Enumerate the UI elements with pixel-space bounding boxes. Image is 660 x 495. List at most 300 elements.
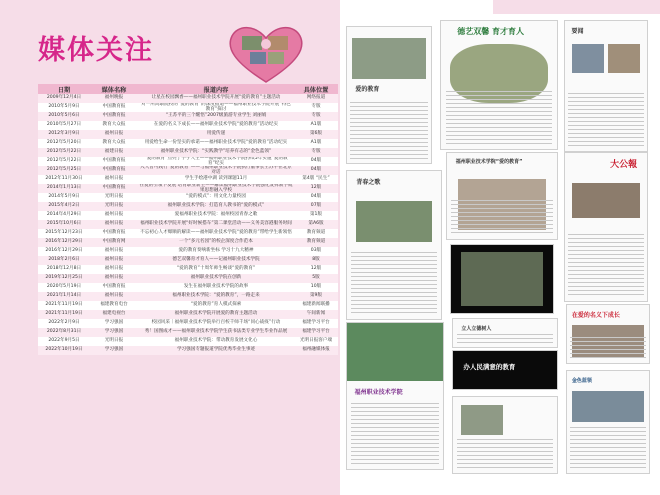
header-media: 媒体名称: [90, 84, 138, 94]
text-line: [568, 234, 643, 235]
text-line: [446, 115, 553, 116]
clipping-5: [564, 152, 648, 302]
clipping-10-headline: 办人民满意的教育: [463, 362, 516, 371]
cell-position: 第4版 “民生”: [294, 175, 338, 184]
cell-content: 福州职业技术学院：“爱的教育”，一路走来: [138, 292, 294, 301]
cell-date: 2014年5月9日: [38, 193, 90, 202]
table-row: [38, 148, 338, 157]
text-line: [350, 130, 427, 131]
cell-content: 福州职业技术学院：打造育人教书的“爱的模式”: [138, 202, 294, 211]
text-line: [570, 427, 645, 428]
text-line: [457, 451, 553, 452]
cell-position: 教育频道: [294, 229, 338, 238]
text-line: [568, 117, 643, 118]
table-row: [38, 184, 338, 193]
clipping-dark-1: [450, 244, 554, 314]
text-line: [570, 337, 645, 338]
table-row: [38, 292, 338, 301]
table-row: [38, 103, 338, 112]
cell-media: 中国教育报: [90, 166, 138, 175]
text-line: [568, 101, 643, 102]
text-line: [568, 254, 643, 255]
cell-position: 第A6版: [294, 220, 338, 229]
text-line: [568, 286, 643, 287]
text-line: [351, 455, 439, 456]
text-line: [451, 232, 552, 233]
table-row: [38, 256, 338, 265]
text-line: [568, 290, 643, 291]
text-line: [568, 113, 643, 114]
text-line: [351, 431, 439, 432]
cell-media: 中国教育报: [90, 283, 138, 292]
text-line: [570, 357, 645, 358]
text-line: [568, 294, 643, 295]
text-line: [568, 278, 643, 279]
cell-content: 用爱给生命一份坚实的承诺——福州职业技术学院“爱的教育”活动纪实: [138, 139, 294, 148]
table-row: [38, 202, 338, 211]
text-line: [457, 459, 553, 460]
text-line: [451, 228, 552, 229]
text-line: [446, 95, 553, 96]
cell-date: 2009年12月4日: [38, 94, 90, 103]
text-line: [351, 288, 437, 289]
text-line: [568, 262, 643, 263]
table-row: [38, 220, 338, 229]
cell-content: 秀！国图成才——福州职业技术学院学生获书法类专业学生毕业作品展: [138, 328, 294, 337]
cell-date: 2015年10月6日: [38, 220, 90, 229]
text-line: [350, 110, 427, 111]
table-row: [38, 121, 338, 130]
text-line: [350, 150, 427, 151]
text-line: [350, 158, 427, 159]
cell-media: 福州日报: [90, 220, 138, 229]
text-line: [570, 345, 645, 346]
clipping-1: [346, 26, 432, 164]
header-content: 报道内容: [138, 84, 294, 94]
cell-position: 专版: [294, 148, 338, 157]
cell-position: 第1版: [294, 211, 338, 220]
text-line: [350, 106, 427, 107]
text-line: [570, 447, 645, 448]
cell-content: “爱的教育”点亮了学子人生——福州职业技术学院持续5年实施“爱的教育”纪实: [138, 157, 294, 166]
text-line: [351, 435, 439, 436]
table-row: [38, 166, 338, 175]
text-line: [568, 129, 643, 130]
cell-media: 福州日报: [90, 130, 138, 139]
cell-media: 福建日报: [90, 148, 138, 157]
text-line: [351, 260, 437, 261]
text-line: [446, 127, 553, 128]
cell-date: 2014年1月13日: [38, 184, 90, 193]
text-line: [457, 455, 553, 456]
clipping-9: [452, 318, 558, 348]
cell-content: “爱的教育”十周年师生畅谈“爱的教育”: [138, 265, 294, 274]
cell-date: 2019年12月25日: [38, 274, 90, 283]
text-line: [351, 443, 439, 444]
text-line: [351, 419, 439, 420]
table-row: [38, 247, 338, 256]
cell-media: 中国教育报: [90, 157, 138, 166]
cell-date: 2014年4月29日: [38, 211, 90, 220]
cell-media: 福州日报: [90, 175, 138, 184]
table-row: [38, 139, 338, 148]
cell-content: “爱的模式”：用文化力量校园: [138, 193, 294, 202]
clipping-1-headline: 爱的教育: [355, 86, 380, 94]
cell-media: 中国教育网: [90, 238, 138, 247]
text-line: [350, 146, 427, 147]
text-line: [351, 276, 437, 277]
table-row: [38, 94, 338, 103]
cell-position: 04版: [294, 193, 338, 202]
text-line: [446, 123, 553, 124]
text-line: [350, 154, 427, 155]
cell-date: 2015年12月23日: [38, 229, 90, 238]
cell-date: 2021年11月19日: [38, 301, 90, 310]
cell-position: 07版: [294, 202, 338, 211]
text-line: [570, 451, 645, 452]
clipping-11-headline: 金色蓝领: [571, 378, 592, 385]
cell-position: 12版: [294, 265, 338, 274]
text-line: [568, 121, 643, 122]
cell-content: 用爱传递: [138, 130, 294, 139]
table-row: [38, 211, 338, 220]
text-line: [457, 463, 553, 464]
text-line: [351, 280, 437, 281]
text-line: [351, 439, 439, 440]
cell-content: 爱福州职业技术学院：福州校园青春之歌: [138, 211, 294, 220]
clipping-12: [452, 396, 558, 474]
clipping-3: [564, 20, 648, 152]
cell-content: “爱的教育”育人模式探索: [138, 301, 294, 310]
text-line: [568, 238, 643, 239]
cell-content: “王苏平的三个醒悟”2007级旅游专业学生 刘丽娟: [138, 112, 294, 121]
text-line: [351, 463, 439, 464]
table-row: [38, 319, 338, 328]
cell-date: 2022年9月5日: [38, 337, 90, 346]
text-line: [568, 246, 643, 247]
cell-media: 光明日报: [90, 193, 138, 202]
text-line: [570, 435, 645, 436]
clipping-3-headline: 要闻: [571, 28, 584, 36]
cell-date: 2015年4月2日: [38, 202, 90, 211]
cell-media: 福建教育电台: [90, 301, 138, 310]
cell-media: 福州日报: [90, 274, 138, 283]
cell-position: 网络报道: [294, 94, 338, 103]
text-line: [350, 102, 427, 103]
table-row: [38, 274, 338, 283]
cell-media: 福州日报: [90, 256, 138, 265]
cell-media: 中国教育报: [90, 112, 138, 121]
cell-media: 学习强国: [90, 346, 138, 355]
cell-date: 2021年1月14日: [38, 292, 90, 301]
text-line: [351, 427, 439, 428]
text-line: [451, 204, 552, 205]
cell-date: 2012年5月25日: [38, 166, 90, 175]
table-row: [38, 175, 338, 184]
cell-date: 2010年5月27日: [38, 121, 90, 130]
cell-position: A1版: [294, 121, 338, 130]
cell-media: 光明日报: [90, 337, 138, 346]
text-line: [451, 200, 552, 201]
text-line: [351, 300, 437, 301]
cell-position: 专版: [294, 112, 338, 121]
text-line: [446, 135, 553, 136]
clipping-5-headline: 大公報: [610, 160, 638, 171]
header-date: 日期: [38, 84, 90, 94]
cell-date: 2016年12月29日: [38, 247, 90, 256]
clipping-4: [446, 152, 558, 240]
cell-position: 04版: [294, 157, 338, 166]
cell-position: 10版: [294, 283, 338, 292]
text-line: [351, 252, 437, 253]
cell-media: 光明日报: [90, 202, 138, 211]
clipping-dark-2: [452, 350, 558, 390]
cell-position: 福建学习平台: [294, 319, 338, 328]
text-line: [570, 431, 645, 432]
cell-media: 中国教育报: [90, 103, 138, 112]
table-row: [38, 157, 338, 166]
text-line: [446, 139, 553, 140]
cell-content: 在爱的名义下成长——福州职业技术学院“爱的教育”活动纪实: [138, 121, 294, 130]
cell-position: 第9版: [294, 292, 338, 301]
text-line: [570, 459, 645, 460]
cell-position: 5版: [294, 274, 338, 283]
cell-position: A1版: [294, 139, 338, 148]
text-line: [457, 467, 553, 468]
text-line: [570, 439, 645, 440]
table-row: [38, 229, 338, 238]
cell-date: 2012年5月22日: [38, 157, 90, 166]
cell-position: 12版: [294, 184, 338, 193]
cell-content: 对一所高职院校的“爱的教育”的深度报道——福州职业技术学院开展“特色教育”探讨: [138, 103, 294, 112]
text-line: [446, 131, 553, 132]
table-row: [38, 328, 338, 337]
text-line: [457, 443, 553, 444]
clipping-6-headline: 青春之歌: [356, 178, 381, 186]
cell-media: 中国教育报: [90, 184, 138, 193]
text-line: [350, 126, 427, 127]
text-line: [570, 455, 645, 456]
text-line: [568, 105, 643, 106]
cell-position: 光明日报客户端: [294, 337, 338, 346]
text-line: [568, 242, 643, 243]
text-line: [351, 447, 439, 448]
cell-content: 发生在福州职业技术学院的故事: [138, 283, 294, 292]
text-line: [351, 411, 439, 412]
text-line: [351, 415, 439, 416]
text-line: [351, 256, 437, 257]
cell-content: 学生手绘港中湖 读到课题11月: [138, 175, 294, 184]
cell-content: 不忘初心人才爆顺的解读——福州职业技术学院“爱的教育”带给学生新领悟: [138, 229, 294, 238]
cell-date: 2022年10月19日: [38, 346, 90, 355]
text-line: [451, 224, 552, 225]
cell-position: 03版: [294, 247, 338, 256]
text-line: [350, 118, 427, 119]
cell-position: 专版: [294, 103, 338, 112]
text-line: [568, 109, 643, 110]
table-row: [38, 265, 338, 274]
table-row: [38, 337, 338, 346]
text-line: [446, 91, 553, 92]
cell-content: 校园风采｜福州职业技术学院举行百校千师千场“同心战疫”行动: [138, 319, 294, 328]
table-header-row: [38, 84, 338, 94]
cell-position: 教育频道: [294, 238, 338, 247]
text-line: [457, 342, 553, 343]
cell-position: 福建新闻联播: [294, 301, 338, 310]
cell-content: 爱的教育奏响新坐标 学习十九大精神: [138, 247, 294, 256]
text-line: [568, 125, 643, 126]
text-line: [446, 119, 553, 120]
cell-date: 2021年11月19日: [38, 310, 90, 319]
cell-content: 福州职业技术学院在创新: [138, 274, 294, 283]
table-row: [38, 238, 338, 247]
text-line: [351, 451, 439, 452]
text-line: [351, 423, 439, 424]
clipping-7: [346, 322, 444, 470]
text-line: [570, 463, 645, 464]
text-line: [446, 103, 553, 104]
text-line: [351, 284, 437, 285]
table-row: [38, 193, 338, 202]
text-line: [451, 220, 552, 221]
cell-content: 福州职业技术学院开展“好时候搭车”第二课堂活动——义务美容港服务时间: [138, 220, 294, 229]
table-row: [38, 283, 338, 292]
cell-content: 一个“多元名园”的校企深度合作范本: [138, 238, 294, 247]
media-table: [38, 84, 338, 355]
clipping-7-headline: 福州职业技术学院: [354, 389, 403, 397]
cell-content: 入人皆可践行“爱的教育”——与福州职业技术学院执行董事长王苏平在北京对话: [138, 166, 294, 175]
text-line: [351, 304, 437, 305]
text-line: [457, 439, 553, 440]
clipping-2-headline: 德艺双馨 育才育人: [457, 27, 525, 37]
text-line: [350, 138, 427, 139]
cell-date: 2020年5月19日: [38, 283, 90, 292]
text-line: [457, 338, 553, 339]
text-line: [446, 111, 553, 112]
text-line: [568, 97, 643, 98]
table-row: [38, 112, 338, 121]
table-row: [38, 301, 338, 310]
cell-content: 让星在校园飘香——福州职业技术学院开展“爱的教育”主题活动: [138, 94, 294, 103]
cell-content: 福州职业技术学院开展爱的教育主题活动: [138, 310, 294, 319]
text-line: [351, 268, 437, 269]
text-line: [568, 145, 643, 146]
cell-date: 2010年5月6日: [38, 112, 90, 121]
text-line: [351, 459, 439, 460]
text-line: [446, 99, 553, 100]
text-line: [351, 312, 437, 313]
text-line: [568, 137, 643, 138]
text-line: [570, 443, 645, 444]
cell-media: 福州日报: [90, 265, 138, 274]
text-line: [351, 308, 437, 309]
text-line: [451, 208, 552, 209]
clipping-4-headline: 福州职业技术学院“爱的教育”: [455, 159, 523, 166]
cell-position: 福建学习平台: [294, 328, 338, 337]
text-line: [350, 114, 427, 115]
cell-content: 在爱的引领下发展 培育职业新生——解读福州职业技术学院强化发挥教学成果思想融入学校: [139, 184, 293, 193]
cell-position: 午间新闻: [294, 310, 338, 319]
text-line: [451, 212, 552, 213]
clipping-11: [566, 370, 650, 474]
cell-media: 学习强国: [90, 328, 138, 337]
cell-content: 学习强国专题报道学院优秀毕业生事迹: [138, 346, 294, 355]
text-line: [570, 353, 645, 354]
text-line: [446, 107, 553, 108]
clipping-2: [440, 20, 558, 150]
cell-position: 8版: [294, 256, 338, 265]
text-line: [568, 133, 643, 134]
text-line: [568, 258, 643, 259]
text-line: [568, 250, 643, 251]
text-line: [568, 270, 643, 271]
text-line: [568, 266, 643, 267]
text-line: [351, 403, 439, 404]
cell-date: 2012年5月22日: [38, 148, 90, 157]
cell-content: 福州职业技术学院：带动教育发展文化心: [138, 337, 294, 346]
heart-photo-collage: [224, 22, 308, 86]
text-line: [446, 143, 553, 144]
header-position: 具体位置: [294, 84, 338, 94]
cell-position: 04版: [294, 166, 338, 175]
text-line: [570, 467, 645, 468]
cell-media: 福州日报: [90, 292, 138, 301]
cell-date: 2016年12月29日: [38, 238, 90, 247]
cell-date: 2022年8月31日: [38, 328, 90, 337]
cell-media: 教育大众报: [90, 139, 138, 148]
text-line: [350, 122, 427, 123]
table-row: [38, 310, 338, 319]
cell-media: 福州日报: [90, 247, 138, 256]
table-row: [38, 130, 338, 139]
pink-band: [493, 0, 660, 14]
cell-media: 福建电视台: [90, 310, 138, 319]
clipping-6: [346, 170, 442, 320]
cell-date: 2018年12月8日: [38, 265, 90, 274]
cell-position: 福州融媒体报: [294, 346, 338, 355]
table-row: [38, 346, 338, 355]
cell-position: 第6版: [294, 130, 338, 139]
text-line: [568, 141, 643, 142]
cell-content: 德艺双馨育才育人——记福州职业技术学院: [138, 256, 294, 265]
table-body: [38, 94, 338, 355]
cell-media: 福州日报: [90, 211, 138, 220]
page-title: 媒体关注: [38, 35, 154, 66]
text-line: [568, 274, 643, 275]
cell-date: 2010年5月9日: [38, 103, 90, 112]
cell-media: 教育大众报: [90, 121, 138, 130]
text-line: [570, 349, 645, 350]
text-line: [570, 341, 645, 342]
text-line: [451, 216, 552, 217]
clipping-8-headline: 在爱的名义下成长: [571, 311, 620, 319]
text-line: [457, 334, 553, 335]
text-line: [350, 142, 427, 143]
cell-media: 中国教育报: [90, 229, 138, 238]
cell-content: 福州职业技术学院：“实践教学”培养有志的“金色蓝领”: [138, 148, 294, 157]
text-line: [351, 292, 437, 293]
cell-date: 2012年5月20日: [38, 139, 90, 148]
text-line: [351, 296, 437, 297]
text-line: [568, 282, 643, 283]
text-line: [350, 134, 427, 135]
cell-date: 2012年3月9日: [38, 130, 90, 139]
cell-media: 福州晚报: [90, 94, 138, 103]
cell-date: 2018年2月6日: [38, 256, 90, 265]
text-line: [351, 272, 437, 273]
clipping-9-headline: 立人立德树人: [461, 325, 492, 332]
cell-date: 2012年11月30日: [38, 175, 90, 184]
